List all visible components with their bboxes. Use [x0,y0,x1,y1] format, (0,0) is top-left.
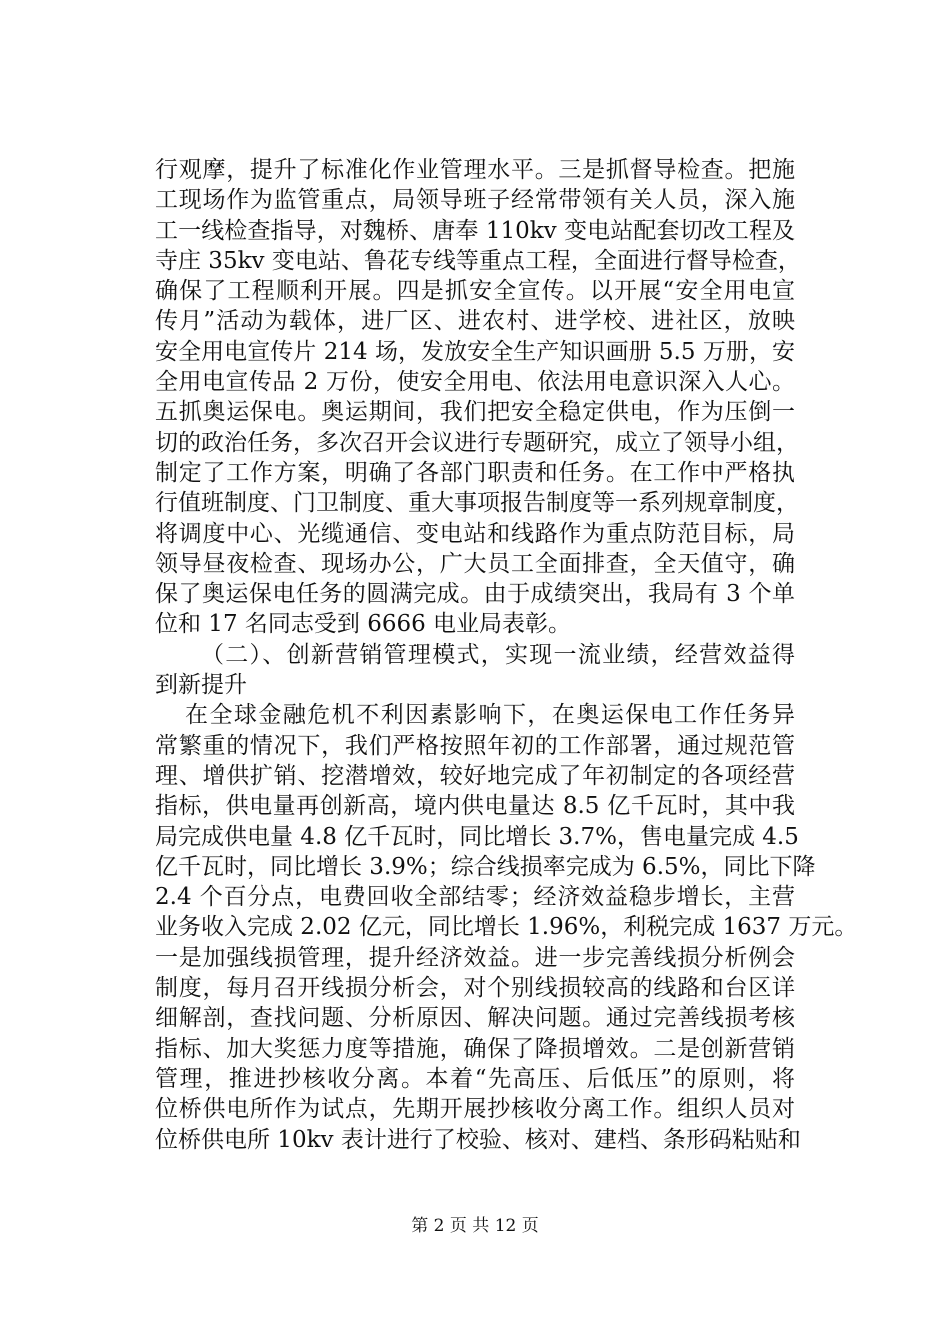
text-line: 位桥供电所 10kv 表计进行了校验、核对、建档、条形码粘贴和 [155,1126,801,1153]
text-line: 指标、加大奖惩力度等措施，确保了降损增效。二是创新营销 [155,1035,795,1062]
text-line: 管理，推进抄核收分离。本着“先高压、后低压”的原则，将 [155,1065,795,1092]
text-line: 理、增供扩销、挖潜增效，较好地完成了年初制定的各项经营 [155,762,795,789]
text-line: 切的政治任务，多次召开会议进行专题研究，成立了领导小组， [155,429,799,456]
section-heading-line: 到新提升 [155,672,247,699]
page-number-footer: 第 2 页 共 12 页 [411,1216,539,1236]
text-line: 领导昼夜检查、现场办公，广大员工全面排查，全天值守，确 [155,550,795,577]
text-line: 行观摩，提升了标准化作业管理水平。三是抓督导检查。把施 [155,157,795,183]
text-line: 将调度中心、光缆通信、变电站和线路作为重点防范目标，局 [155,520,795,547]
text-line: 指标，供电量再创新高，境内供电量达 8.5 亿千瓦时，其中我 [155,793,795,820]
text-line: 全用电宣传品 2 万份，使安全用电、依法用电意识深入人心。 [155,369,795,396]
text-line: 在全球金融危机不利因素影响下，在奥运保电工作任务异 [185,702,795,729]
text-line: 传月”活动为载体，进厂区、进农村、进学校、进社区，放映 [155,308,795,335]
text-line: 寺庄 35kv 变电站、鲁花专线等重点工程，全面进行督导检查， [155,247,801,274]
document-body [155,155,858,1155]
section-heading-line: （二）、创新营销管理模式，实现一流业绩，经营效益得 [201,641,795,668]
text-line: 位和 17 名同志受到 6666 电业局表彰。 [155,611,572,638]
text-line: 工现场作为监管重点，局领导班子经常带领有关人员，深入施 [155,187,795,214]
text-line: 常繁重的情况下，我们严格按照年初的工作部署，通过规范管 [155,732,795,759]
text-line: 业务收入完成 2.02 亿元，同比增长 1.96%，利税完成 1637 万元。 [155,914,858,941]
text-line: 位桥供电所作为试点，先期开展抄核收分离工作。组织人员对 [155,1096,795,1123]
text-line: 保了奥运保电任务的圆满完成。由于成绩突出，我局有 3 个单 [155,581,795,608]
text-line: 确保了工程顺利开展。四是抓安全宣传。以开展“安全用电宣 [155,278,795,305]
text-line: 行值班制度、门卫制度、重大事项报告制度等一系列规章制度， [155,490,799,517]
text-line: 细解剖，查找问题、分析原因、解决问题。通过完善线损考核 [155,1005,795,1032]
text-line: 亿千瓦时，同比增长 3.9%；综合线损率完成为 6.5%，同比下降 [155,853,816,880]
text-line: 五抓奥运保电。奥运期间，我们把安全稳定供电，作为压倒一 [155,399,795,426]
text-line: 制度，每月召开线损分析会，对个别线损较高的线路和台区详 [155,975,795,1002]
text-line: 安全用电宣传片 214 场，发放安全生产知识画册 5.5 万册，安 [155,338,795,365]
text-line: 2.4 个百分点，电费回收全部结零；经济效益稳步增长，主营 [155,884,795,911]
text-line: 一是加强线损管理，提升经济效益。进一步完善线损分析例会 [155,944,795,971]
text-line: 制定了工作方案，明确了各部门职责和任务。在工作中严格执 [155,459,795,486]
text-line: 局完成供电量 4.8 亿千瓦时，同比增长 3.7%，售电量完成 4.5 [155,823,799,850]
text-line: 工一线检查指导，对魏桥、唐奉 110kv 变电站配套切改工程及 [155,217,795,244]
